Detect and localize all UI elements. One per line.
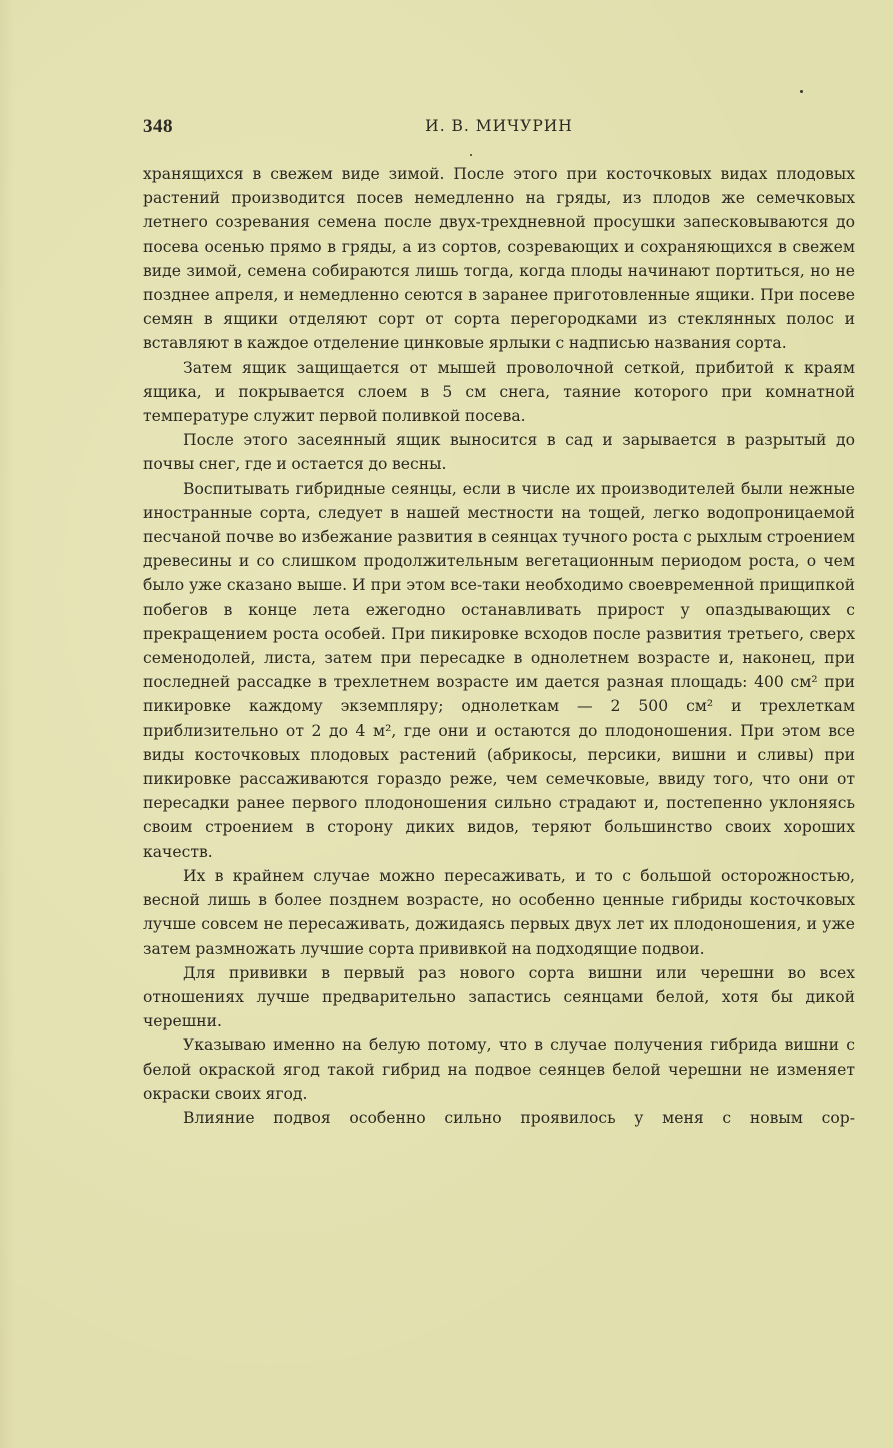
ink-speck bbox=[800, 90, 803, 93]
page-header bbox=[143, 116, 855, 142]
paragraph: Для прививки в первый раз нового сорта вишни или черешни во всех отношениях лучше предварительно запастись сеянцами белой, хотя бы дикой черешни. bbox=[143, 963, 855, 1031]
paragraph: Указываю именно на белую потому, что в случае получения гибрида вишни с белой окраской ягод такой гибрид на подвое сеянцев белой черешни не изменяет окраски своих ягод. bbox=[143, 1036, 855, 1103]
paragraph: Влияние подвоя особенно сильно проявилось у меня с новым сор- bbox=[183, 1108, 855, 1127]
paragraph: После этого засеянный ящик выносится в сад и зарывается в разрытый до почвы снег, где и остается до весны. bbox=[143, 431, 855, 474]
running-head: И. В. МИЧУРИН bbox=[425, 117, 573, 135]
page-number: 348 bbox=[143, 116, 173, 137]
paragraph: Затем ящик защищается от мышей проволочной сеткой, прибитой к краям ящика, и покрывается слоем в 5 см снега, таяние которого при комнатной температуре служит первой поливкой посева. bbox=[143, 358, 855, 426]
paragraph: Воспитывать гибридные сеянцы, если в числе их производителей были нежные иностранные сорта, следует в нашей местности на тощей, легко водопроницаемой песчаной почве во избежание развития в сеянцах тучного роста с рыхлым строением древесины и со слишком продолжительным вегетационным периодом роста, о чем было уже сказано выше. И при этом все-таки необходимо своевременной прищипкой побегов в конце лета ежегодно останавливать прирост у опаздывающих с прекращением роста особей. При пикировке всходов после развития третьего, сверх семенодолей, листа, затем при пересадке в однолетнем возрасте и, наконец, при последней рассадке в трехлетнем возрасте им дается разная площадь: 400 см² при пикировке каждому экземпляру; однолеткам — 2 500 см² и трехлеткам приблизительно от 2 до 4 м², где они и остаются до плодоношения. При этом все виды косточковых плодовых растений (абрикосы, персики, вишни и сливы) при пикировке рассаживаются гораздо реже, чем семечковые, ввиду того, что они от пересадки ранее первого плодоношения сильно страдают и, постепенно уклоняясь своим строением в сторону диких видов, теряют большинство своих хороших качеств. bbox=[143, 479, 855, 861]
paragraph: хранящихся в свежем виде зимой. После этого при косточковых видах плодовых растений производится посев немедленно на гряды, из плодов же семечковых летнего созревания семена после двух-трехдневной просушки запесковываются до посева осенью прямо в гряды, а из сортов, созревающих и сохраняющихся в свежем виде зимой, семена собираются лишь тогда, когда плоды начинают портиться, но не позднее апреля, и немедленно сеются в заранее приготовленные ящики. При посеве семян в ящики отделяют сорт от сорта перегородками из стеклянных полос и вставляют в каждое отделение цинковые ярлыки с надписью названия сорта. bbox=[143, 165, 855, 353]
ink-speck bbox=[470, 154, 472, 156]
body-text bbox=[143, 162, 855, 1130]
paragraph: Их в крайнем случае можно пересаживать, и то с большой осторожностью, весной лишь в более позднем возрасте, но особенно ценные гибриды косточковых лучше совсем не пересаживать, дожидаясь первых двух лет их плодоношения, и уже затем размножать лучшие сорта прививкой на подходящие подвои. bbox=[143, 866, 855, 958]
